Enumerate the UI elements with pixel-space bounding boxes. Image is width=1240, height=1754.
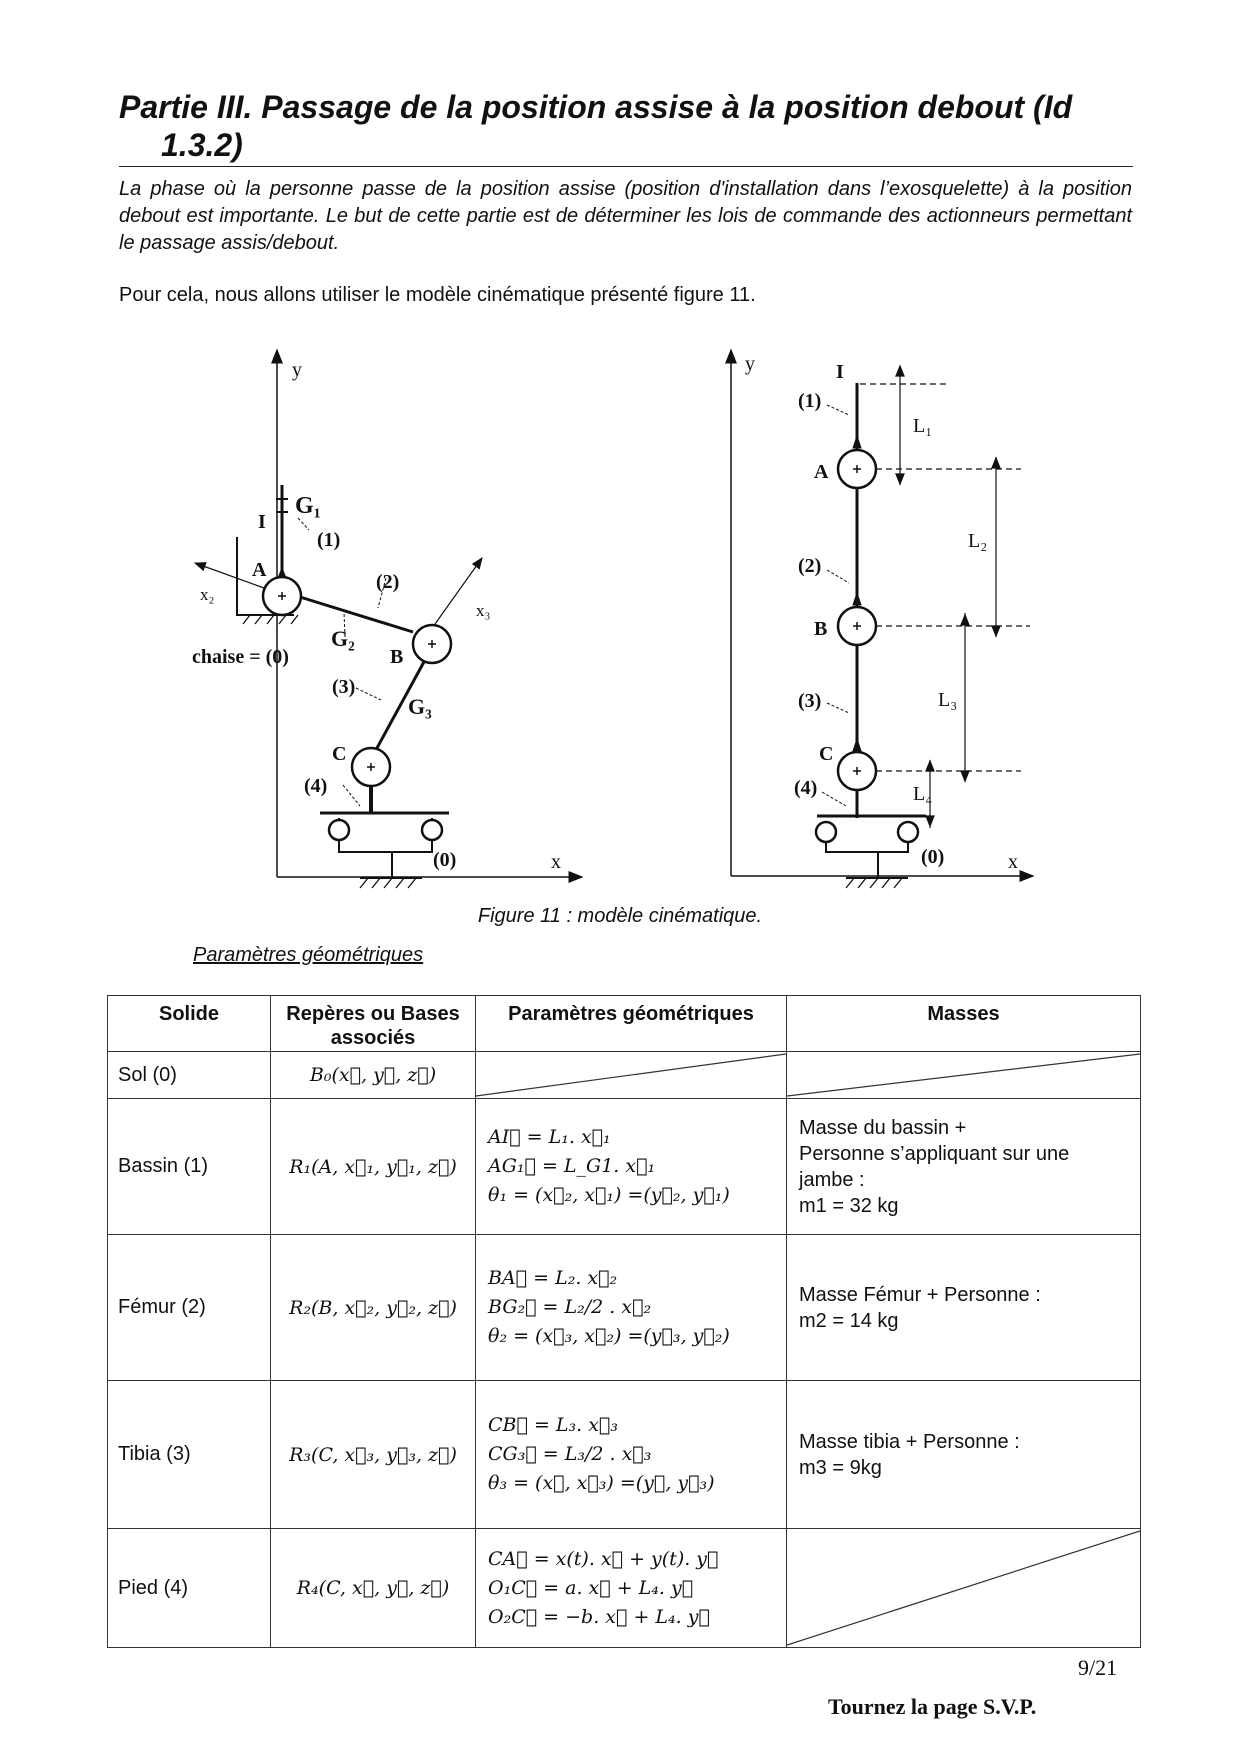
page-number: 9/21 [1078, 1655, 1118, 1680]
left-label-1: (1) [317, 529, 341, 551]
cell-solide: Fémur (2) [108, 1235, 271, 1381]
header-solide: Solide [108, 996, 271, 1052]
right-label-A: A [814, 461, 829, 483]
param-line: CG₃⃗ = L₃/2 . x⃗₃ [488, 1443, 652, 1465]
chair-hatch [243, 615, 298, 624]
cell-masses [787, 1381, 1141, 1529]
title-line-1: Partie III. Passage de la position assise à la position debout (Id [119, 89, 1073, 125]
param-line: BG₂⃗ = L₂/2 . x⃗₂ [488, 1296, 652, 1318]
right-label-L1: L₁ [913, 415, 933, 437]
table-row [108, 1235, 1141, 1381]
cell-repere: R₁(A, x⃗₁, y⃗₁, z⃗) [271, 1099, 476, 1235]
standing-labels [745, 353, 1018, 873]
param-line: θ₁ = (x⃗₂, x⃗₁) =(y⃗₂, y⃗₁) [488, 1184, 730, 1206]
cell-solide: Tibia (3) [108, 1381, 271, 1529]
cell-parametres [476, 1235, 787, 1381]
param-line: θ₂ = (x⃗₃, x⃗₂) =(y⃗₃, y⃗₂) [488, 1325, 730, 1347]
param-line: CB⃗ = L₃. x⃗₃ [488, 1414, 618, 1436]
right-label-C: C [819, 743, 834, 765]
table-row [108, 1381, 1141, 1529]
left-label-G1: G₁ [295, 493, 321, 519]
param-line: AG₁⃗ = L_G1. x⃗₁ [488, 1155, 656, 1177]
title-line-2: 1.3.2) [161, 127, 243, 163]
right-label-1: (1) [798, 390, 822, 412]
mass-line: Personne s’appliquant sur une [799, 1142, 1070, 1165]
cell-repere: B₀(x⃗, y⃗, z⃗) [271, 1052, 476, 1099]
left-label-x2: x₂ [200, 585, 215, 604]
left-label-chaise: chaise = (0) [192, 646, 289, 668]
seated-diagram [195, 350, 582, 888]
right-label-4: (4) [794, 777, 818, 799]
param-line: AI⃗ = L₁. x⃗₁ [488, 1126, 611, 1148]
table-row [108, 1529, 1141, 1648]
left-label-I: I [258, 511, 266, 533]
cell-solide: Bassin (1) [108, 1099, 271, 1235]
header-masses: Masses [787, 996, 1141, 1052]
left-label-4: (4) [304, 775, 328, 797]
left-label-B: B [390, 646, 404, 668]
cell-empty-diagonal [476, 1052, 787, 1099]
cell-solide: Sol (0) [108, 1052, 271, 1099]
left-label-0: (0) [433, 849, 457, 871]
turn-page-note: Tournez la page S.V.P. [828, 1694, 1037, 1719]
table-row [108, 1099, 1141, 1235]
cell-repere: R₂(B, x⃗₂, y⃗₂, z⃗) [271, 1235, 476, 1381]
left-label-2: (2) [376, 571, 400, 593]
param-line: θ₃ = (x⃗, x⃗₃) =(y⃗, y⃗₃) [488, 1472, 715, 1494]
cell-masses [787, 1235, 1141, 1381]
left-label-G3: G₃ [408, 694, 432, 719]
intro-sentence: Pour cela, nous allons utiliser le modèle cinématique présenté figure 11. [119, 284, 756, 306]
mass-line: jambe : [799, 1168, 865, 1191]
figure-caption: Figure 11 : modèle cinématique. [477, 905, 763, 927]
x3-axis [435, 558, 482, 624]
cell-parametres [476, 1529, 787, 1648]
left-label-G2: G₂ [331, 626, 355, 651]
right-label-L3: L₃ [938, 689, 958, 711]
cell-empty-diagonal [787, 1529, 1141, 1648]
param-line: O₁C⃗ = a. x⃗ + L₄. y⃗ [488, 1576, 694, 1599]
kinematic-model-figure [0, 340, 1240, 900]
table-row [108, 1052, 1141, 1099]
cell-empty-diagonal [787, 1052, 1141, 1099]
left-label-C: C [332, 743, 347, 765]
param-line: BA⃗ = L₂. x⃗₂ [488, 1267, 618, 1289]
right-label-0: (0) [921, 846, 945, 868]
param-line: CA⃗ = x(t). x⃗ + y(t). y⃗ [488, 1547, 719, 1570]
right-label-x: x [1008, 851, 1018, 873]
header-reperes: Repères ou Bases associés [271, 996, 476, 1052]
left-label-A: A [252, 559, 267, 581]
mass-line: Masse Fémur + Personne : [799, 1283, 1041, 1306]
title-underline [119, 166, 1133, 167]
right-label-B: B [814, 618, 828, 640]
mass-line: Masse du bassin + [799, 1116, 967, 1139]
right-label-I: I [836, 361, 844, 383]
standing-diagram [731, 350, 1033, 888]
cell-repere: R₃(C, x⃗₃, y⃗₃, z⃗) [271, 1381, 476, 1529]
femur-link-2 [300, 597, 413, 632]
left-label-x: x [551, 851, 561, 873]
right-label-L2: L₂ [968, 530, 988, 552]
mass-line: m2 = 14 kg [799, 1309, 899, 1332]
mass-line: m3 = 9kg [799, 1456, 882, 1479]
left-label-x3: x₃ [476, 601, 491, 620]
mass-line: Masse tibia + Personne : [799, 1430, 1020, 1453]
left-label-y: y [292, 359, 302, 381]
table-header-row [108, 996, 1141, 1052]
right-label-3: (3) [798, 690, 822, 712]
param-line: O₂C⃗ = −b. x⃗ + L₄. y⃗ [488, 1605, 710, 1628]
cell-masses [787, 1099, 1141, 1235]
parameters-table [107, 995, 1141, 1648]
mass-line: m1 = 32 kg [799, 1194, 899, 1217]
table-subheading: Paramètres géométriques [193, 944, 424, 966]
intro-paragraph: La phase où la personne passe de la position assise (position d'installation dans l’exosquelette) à la position debout est importante. Le but de cette partie est de déterminer les lois de commande des actionneurs permettant le passage assis/debout. [119, 178, 1132, 254]
cell-parametres [476, 1381, 787, 1529]
right-label-2: (2) [798, 555, 822, 577]
section-title [119, 88, 1134, 164]
cell-solide: Pied (4) [108, 1529, 271, 1648]
right-label-L4: L₄ [913, 783, 933, 805]
right-label-y: y [745, 353, 755, 375]
header-parametres: Paramètres géométriques [476, 996, 787, 1052]
left-label-3: (3) [332, 676, 356, 698]
cell-parametres [476, 1099, 787, 1235]
cell-repere: R₄(C, x⃗, y⃗, z⃗) [271, 1529, 476, 1648]
